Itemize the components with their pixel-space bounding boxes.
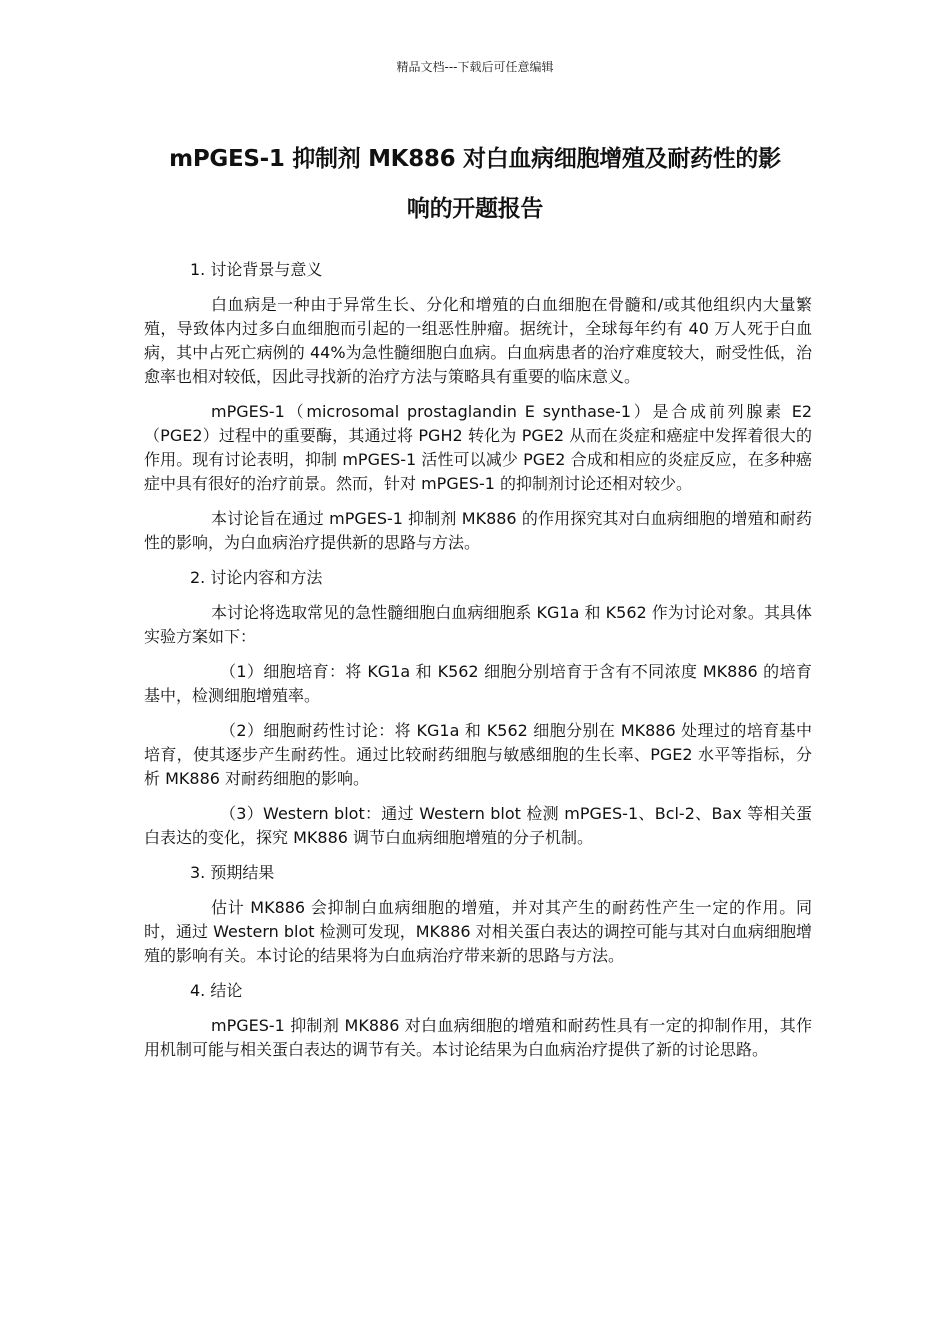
document-title: [100, 134, 850, 234]
title-line-2: 响的开题报告: [406, 196, 544, 222]
section-methods: [144, 566, 812, 850]
section-conclusion: [144, 979, 812, 1062]
section-heading: 4. 结论: [190, 981, 243, 1000]
paragraph: mPGES-1 抑制剂 MK886 对白血病细胞的增殖和耐药性具有一定的抑制作用，其作用机制可能与相关蛋白表达的调节有关。本讨论结果为白血病治疗提供了新的讨论思路。: [144, 1016, 812, 1059]
section-expected-results: [144, 861, 812, 968]
paragraph: 白血病是一种由于异常生长、分化和增殖的白血细胞在骨髓和/或其他组织内大量繁殖，导致体内过多白血细胞而引起的一组恶性肿瘤。据统计，全球每年约有 40 万人死于白血病，其中占死亡病例的 44%为急性髓细胞白血病。白血病患者的治疗难度较大，耐受性低，治愈率也相对较低，因此寻找新的治疗方法与策略具有重要的临床意义。: [144, 295, 812, 386]
document-body: [144, 258, 812, 1073]
paragraph: 估计 MK886 会抑制白血病细胞的增殖，并对其产生的耐药性产生一定的作用。同时，通过 Western blot 检测可发现，MK886 对相关蛋白表达的调控可能与其对白血病细胞增殖的影响有关。本讨论的结果将为白血病治疗带来新的思路与方法。: [144, 898, 812, 965]
section-heading: 2. 讨论内容和方法: [190, 568, 323, 587]
section-heading: 3. 预期结果: [190, 863, 275, 882]
method-item: （1）细胞培育：将 KG1a 和 K562 细胞分别培育于含有不同浓度 MK886 的培育基中，检测细胞增殖率。: [144, 662, 812, 705]
section-background: [144, 258, 812, 555]
method-item: （2）细胞耐药性讨论：将 KG1a 和 K562 细胞分别在 MK886 处理过的培育基中培育，使其逐步产生耐药性。通过比较耐药细胞与敏感细胞的生长率、PGE2 水平等指标，分析 MK886 对耐药细胞的影响。: [144, 721, 812, 788]
paragraph: mPGES-1（microsomal prostaglandin E synthase-1）是合成前列腺素 E2（PGE2）过程中的重要酶，其通过将 PGH2 转化为 PGE2 从而在炎症和癌症中发挥着很大的作用。现有讨论表明，抑制 mPGES-1 活性可以减少 PGE2 合成和相应的炎症反应，在多种癌症中具有很好的治疗前景。然而，针对 mPGES-1 的抑制剂讨论还相对较少。: [144, 402, 812, 493]
paragraph: 本讨论将选取常见的急性髓细胞白血病细胞系 KG1a 和 K562 作为讨论对象。其具体实验方案如下：: [144, 603, 812, 646]
paragraph: 本讨论旨在通过 mPGES-1 抑制剂 MK886 的作用探究其对白血病细胞的增殖和耐药性的影响，为白血病治疗提供新的思路与方法。: [144, 509, 812, 552]
page-header: 精品文档---下载后可任意编辑: [396, 60, 554, 74]
section-heading: 1. 讨论背景与意义: [190, 260, 323, 279]
title-line-1: mPGES-1 抑制剂 MK886 对白血病细胞增殖及耐药性的影: [169, 146, 781, 172]
method-item: （3）Western blot：通过 Western blot 检测 mPGES-1、Bcl-2、Bax 等相关蛋白表达的变化，探究 MK886 调节白血病细胞增殖的分子机制。: [144, 804, 812, 847]
